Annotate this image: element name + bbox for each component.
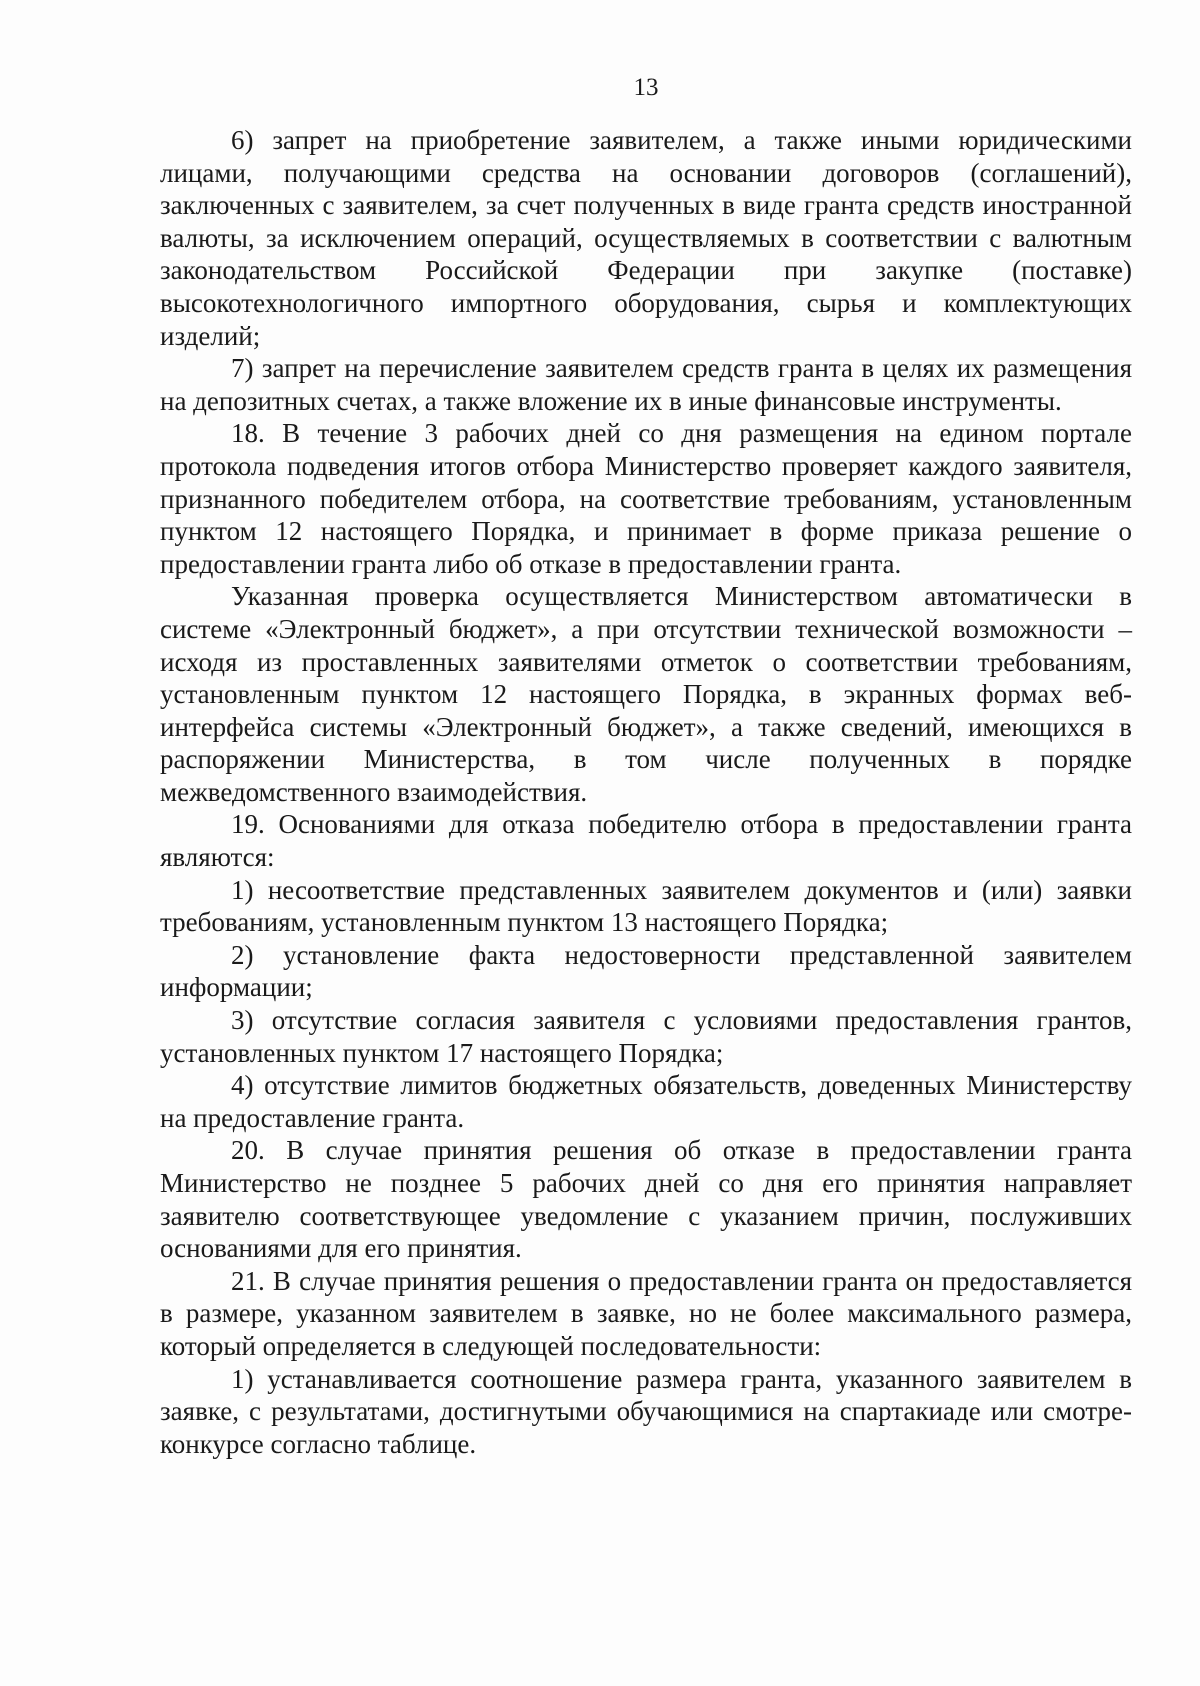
document-body [160, 124, 1132, 1460]
paragraph-section-20: 20. В случае принятия решения об отказе в предоставлении гранта Министерство не позднее 5 рабочих дней со дня его принятия направляет заявителю соответствующее уведомление с указанием причин, послуживших основаниями для его принятия. [160, 1135, 1132, 1264]
paragraph-refusal-3: 3) отсутствие согласия заявителя с условиями предоставления грантов, установленных пунктом 17 настоящего Порядка; [160, 1005, 1132, 1068]
page-number: 13 [633, 74, 659, 101]
paragraph-item-7: 7) запрет на перечисление заявителем средств гранта в целях их размещения на депозитных счетах, а также вложение их в иные финансовые инструменты. [160, 353, 1132, 416]
paragraph-item-6: 6) запрет на приобретение заявителем, а также иными юридическими лицами, получающими средства на основании договоров (соглашений), заключенных с заявителем, за счет полученных в виде гранта средств иностранной валюты, за исключением операций, осуществляемых в соответствии с валютным законодательством Российской Федерации при закупке (поставке) высокотехнологичного импортного оборудования, сырья и комплектующих изделий; [160, 125, 1132, 351]
paragraph-section-18: 18. В течение 3 рабочих дней со дня размещения на едином портале протокола подведения итогов отбора Министерство проверяет каждого заявителя, признанного победителем отбора, на соответствие требованиям, установленным пунктом 12 настоящего Порядка, и принимает в форме приказа решение о предоставлении гранта либо об отказе в предоставлении гранта. [160, 418, 1132, 579]
paragraph-refusal-2: 2) установление факта недостоверности представленной заявителем информации; [160, 939, 1132, 1003]
paragraph-refusal-1: 1) несоответствие представленных заявителем документов и (или) заявки требованиям, установленным пунктом 13 настоящего Порядка; [160, 874, 1132, 938]
paragraph-refusal-4: 4) отсутствие лимитов бюджетных обязательств, доведенных Министерству на предоставление гранта. [160, 1070, 1132, 1133]
paragraph-verification: Указанная проверка осуществляется Министерством автоматически в системе «Электронный бюджет», а при отсутствии технической возможности – исходя из проставленных заявителями отметок о соответствии требованиям, установленным пунктом 12 настоящего Порядка, в экранных формах веб-интерфейса системы «Электронный бюджет», а также сведений, имеющихся в распоряжении Министерства, в том числе полученных в порядке межведомственного взаимодействия. [160, 581, 1132, 807]
paragraph-section-21: 21. В случае принятия решения о предоставлении гранта он предоставляется в размере, указанном заявителем в заявке, но не более максимального размера, который определяется в следующей последовательности: [160, 1265, 1132, 1361]
paragraph-grant-ratio: 1) устанавливается соотношение размера гранта, указанного заявителем в заявке, с результатами, достигнутыми обучающимися на спартакиаде или смотре-конкурсе согласно таблице. [160, 1363, 1132, 1459]
paragraph-section-19: 19. Основаниями для отказа победителю отбора в предоставлении гранта являются: [160, 809, 1132, 873]
